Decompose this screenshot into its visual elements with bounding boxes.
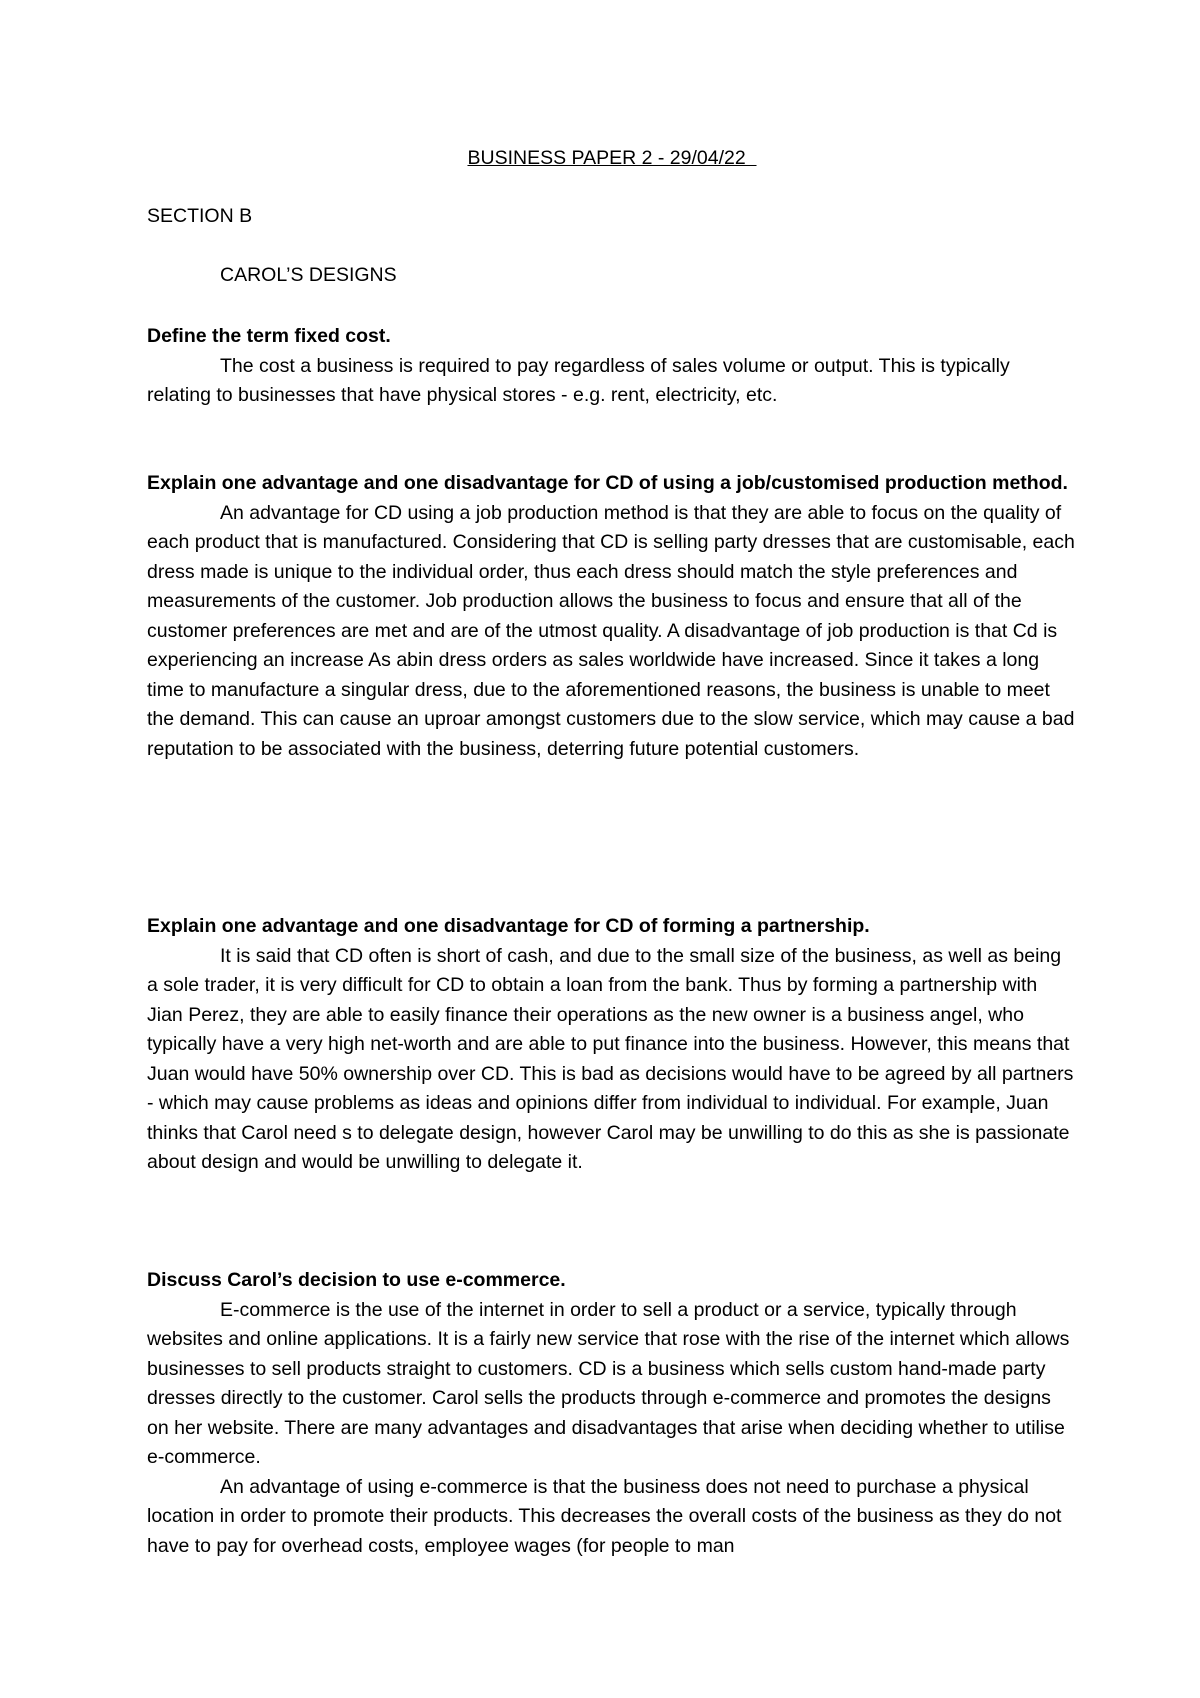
- answer-paragraph: The cost a business is required to pay regardless of sales volume or output. This is typically relating to businesses that have physical stores - e.g. rent, electricity, etc.: [147, 354, 1010, 406]
- question-heading: Explain one advantage and one disadvantage for CD of forming a partnership.: [147, 915, 870, 937]
- section-label: SECTION B: [147, 205, 253, 227]
- answer-paragraph: An advantage of using e-commerce is that the business does not need to purchase a physical location in order to promote their products. This decreases the overall costs of the business as they do not have to pay for overhead costs, employee wages (for people to man: [147, 1475, 1062, 1557]
- answer-paragraph: An advantage for CD using a job production method is that they are able to focus on the quality of each product that is manufactured. Considering that CD is selling party dresses that are customisable, each dress made is unique to the individual order, thus each dress should match the style preferences and measurements of the customer. Job production allows the business to focus and ensure that all of the customer preferences are met and are of the utmost quality. A disadvantage of job production is that Cd is experiencing an increase As abin dress orders as sales worldwide have increased. Since it takes a long time to manufacture a singular dress, due to the aforementioned reasons, the business is unable to meet the demand. This can cause an uproar amongst customers due to the slow service, which may cause a bad reputation to be associated with the business, deterring future potential customers.: [147, 501, 1075, 760]
- case-study-title: CAROL’S DESIGNS: [220, 264, 397, 286]
- document-title: BUSINESS PAPER 2 - 29/04/22: [467, 147, 757, 169]
- question-block-e-commerce: [147, 1266, 1077, 1561]
- question-heading: Discuss Carol’s decision to use e-commerce.: [147, 1269, 566, 1291]
- answer-paragraph: It is said that CD often is short of cash, and due to the small size of the business, as well as being a sole trader, it is very difficult for CD to obtain a loan from the bank. Thus by forming a partnership with Jian Perez, they are able to easily finance their operations as the new owner is a business angel, who typically have a very high net-worth and are able to put finance into the business. However, this means that Juan would have 50% ownership over CD. This is bad as decisions would have to be agreed by all partners - which may cause problems as ideas and opinions differ from individual to individual. For example, Juan thinks that Carol need s to delegate design, however Carol may be unwilling to do this as she is passionate about design and would be unwilling to delegate it.: [147, 944, 1074, 1173]
- question-heading: Define the term fixed cost.: [147, 325, 391, 347]
- question-block-fixed-cost: [147, 322, 1077, 411]
- question-heading: Explain one advantage and one disadvantage for CD of using a job/customised production method.: [147, 472, 1068, 494]
- question-block-job-production: [147, 469, 1077, 764]
- answer-paragraph: E-commerce is the use of the internet in order to sell a product or a service, typically through websites and online applications. It is a fairly new service that rose with the rise of the internet which allows businesses to sell products straight to customers. CD is a business which sells custom hand-made party dresses directly to the customer. Carol sells the products through e-commerce and promotes the designs on her website. There are many advantages and disadvantages that arise when deciding whether to utilise e-commerce.: [147, 1298, 1070, 1468]
- question-block-partnership: [147, 912, 1077, 1178]
